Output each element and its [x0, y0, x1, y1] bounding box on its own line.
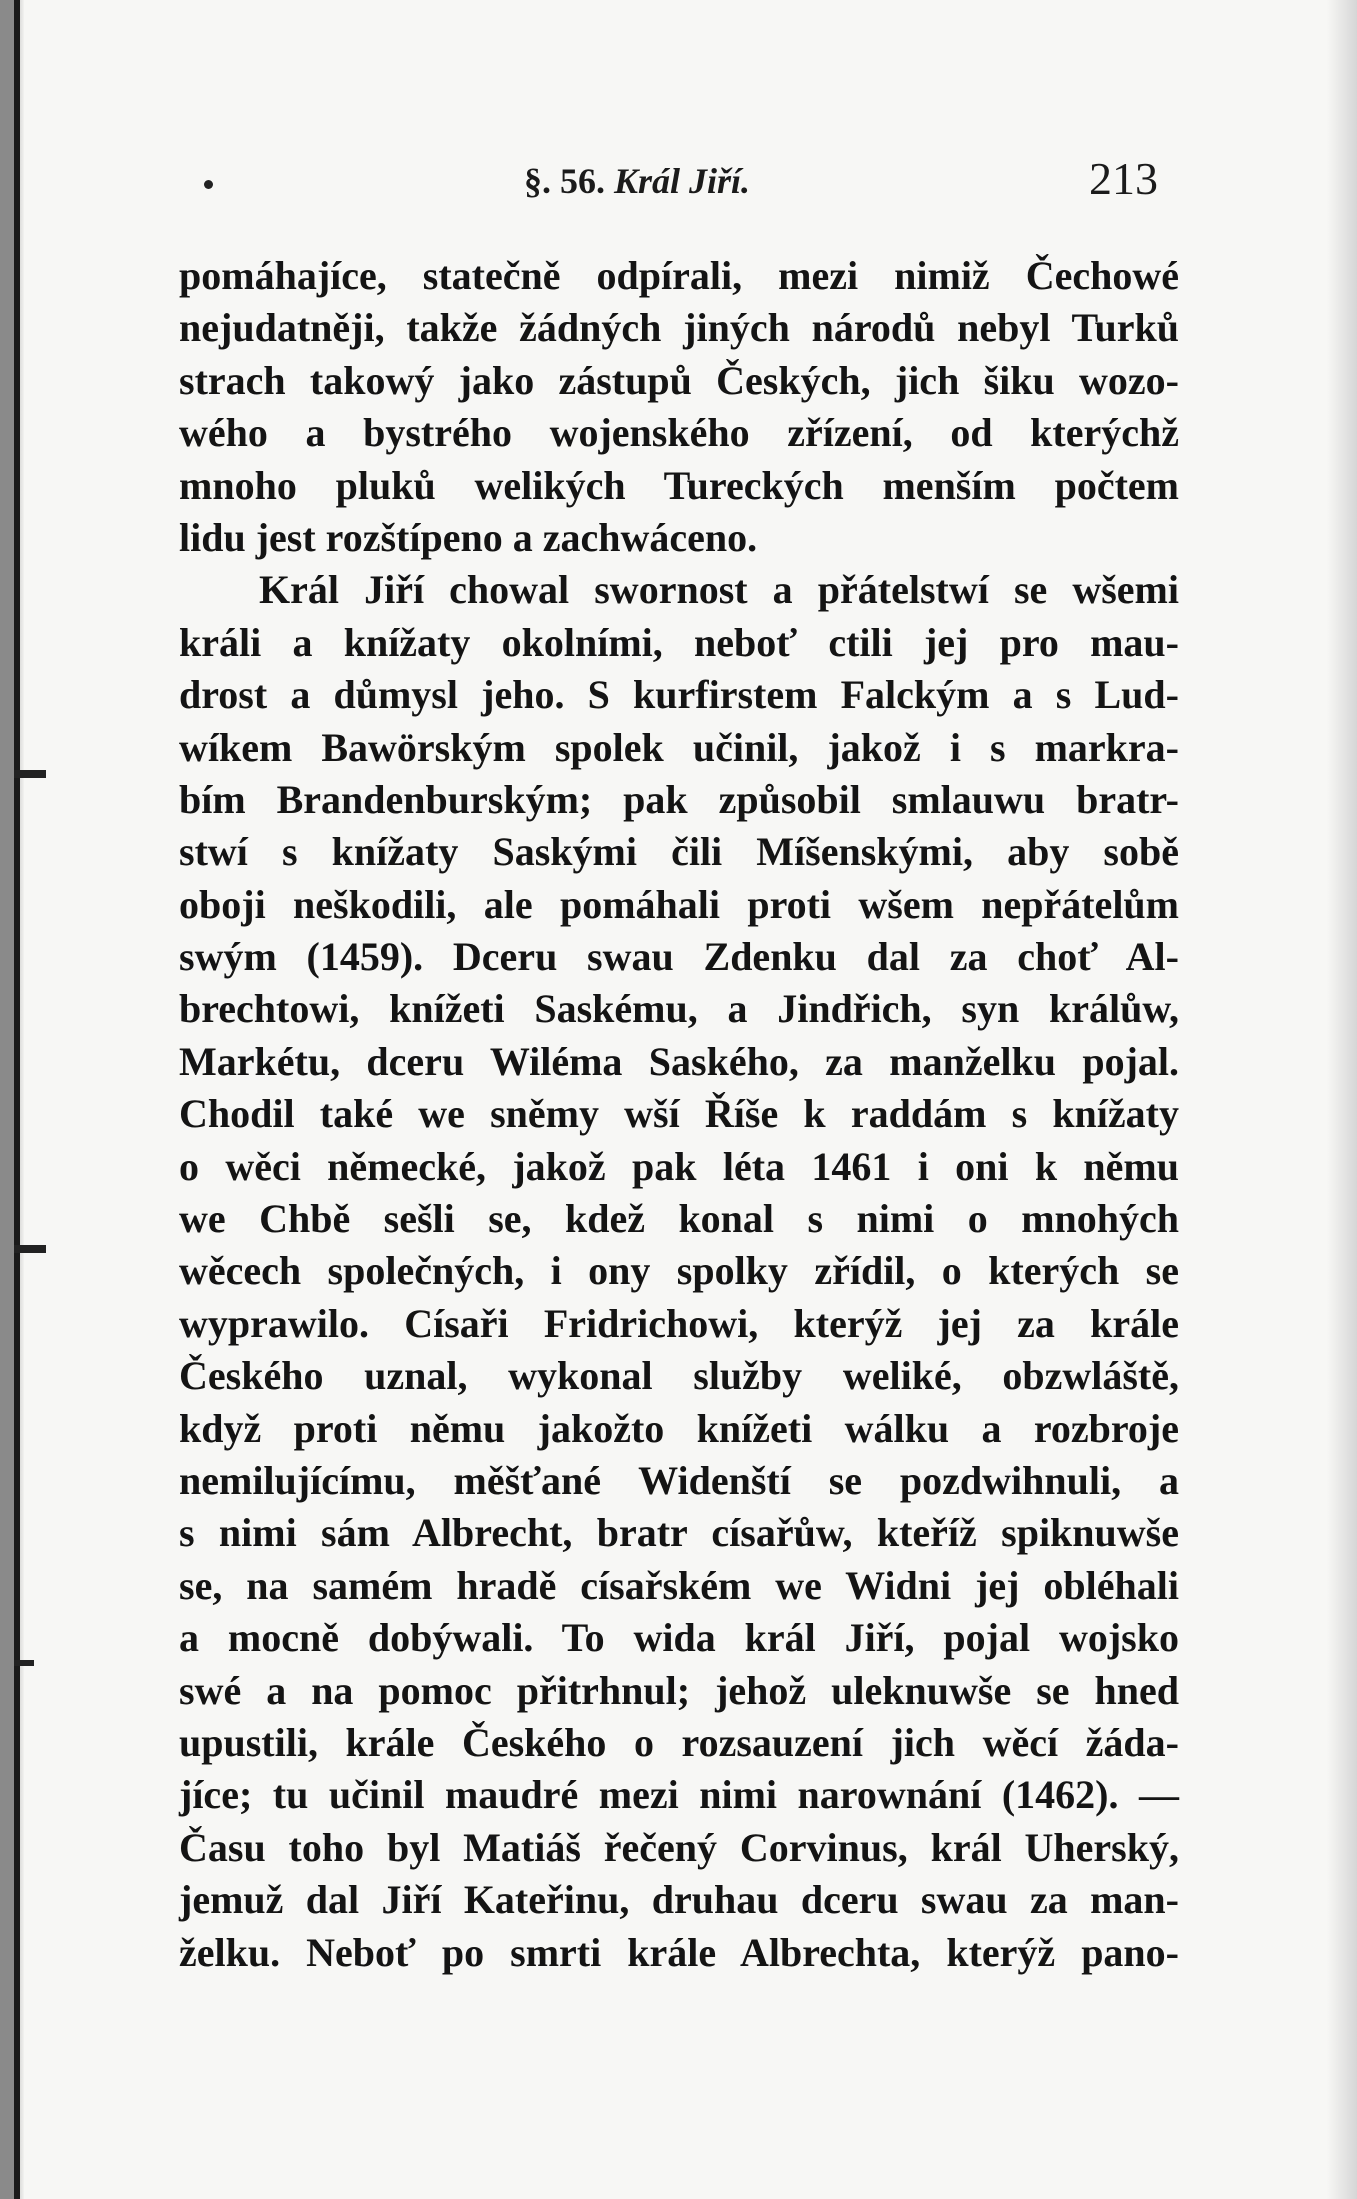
running-title	[524, 160, 750, 202]
running-header	[14, 150, 1357, 220]
edge-mark	[14, 1660, 34, 1666]
text-line: a mocně dobýwali. To wida král Jiří, pojal wojsko	[179, 1615, 1179, 1661]
text-line: pomáhajíce, statečně odpírali, mezi nimiž Čechowé	[179, 253, 1179, 298]
text-line: oboji neškodili, ale pomáhali proti wšem nepřátelům	[179, 881, 1179, 927]
text-line: we Chbě sešli se, kdež konal s nimi o mnohých	[179, 1196, 1179, 1242]
text-line: swým (1459). Dceru swau Zdenku dal za choť Al-	[179, 934, 1179, 980]
text-line: lidu jest rozštípeno a zachwáceno.	[179, 514, 758, 560]
text-line: když proti němu jakožto knížeti wálku a rozbroje	[179, 1405, 1179, 1451]
text-line: bím Brandenburským; pak způsobil smlauwu bratr-	[179, 776, 1179, 822]
text-line: se, na samém hradě císařském we Widni jej obléhali	[179, 1562, 1179, 1608]
edge-mark	[14, 770, 46, 778]
text-line: stwí s knížaty Saskými čili Míšenskými, aby sobě	[179, 829, 1179, 875]
section-number: §. 56.	[524, 161, 605, 201]
page-number: 213	[1089, 153, 1158, 204]
page-edge-line	[14, 0, 20, 2199]
text-line: Českého uznal, wykonal služby weliké, obzwláště,	[179, 1353, 1179, 1399]
bullet-mark	[204, 180, 213, 189]
text-line: drost a důmysl jeho. S kurfirstem Falckým a s Lud-	[179, 672, 1179, 718]
text-line: swé a na pomoc přitrhnul; jehož uleknuwše se hned	[179, 1667, 1179, 1713]
text-line: nemilujícímu, měšťané Widenští se pozdwihnuli, a	[179, 1457, 1179, 1503]
text-line: Chodil také we sněmy wší Říše k raddám s knížaty	[179, 1091, 1179, 1137]
text-line: brechtowi, knížeti Saskému, a Jindřich, syn králůw,	[179, 986, 1179, 1032]
text-line: želku. Neboť po smrti krále Albrechta, kterýž pano-	[179, 1929, 1179, 1975]
text-line: mnoho pluků welikých Tureckých menším počtem	[179, 462, 1179, 508]
text-line: wého a bystrého wojenského zřízení, od kterýchž	[179, 410, 1179, 456]
text-line: o wěci německé, jakož pak léta 1461 i oni k němu	[179, 1143, 1179, 1189]
text-line: jíce; tu učinil maudré mezi nimi narownání (1462). —	[179, 1772, 1179, 1818]
text-line: jemuž dal Jiří Kateřinu, druhau dceru swau za man-	[179, 1877, 1179, 1923]
text-line: strach takowý jako zástupů Českých, jich šiku wozo-	[179, 357, 1179, 403]
text-line: wíkem Bawörským spolek učinil, jakož i s markra-	[179, 724, 1179, 770]
text-line: upustili, krále Českého o rozsauzení jich wěcí žáda-	[179, 1719, 1179, 1765]
text-line: wěcech společných, i ony spolky zřídil, o kterých se	[179, 1248, 1179, 1294]
text-line: Markétu, dceru Wiléma Saského, za manželku pojal.	[179, 1038, 1179, 1084]
text-line: Času toho byl Matiáš řečený Corvinus, král Uherský,	[179, 1824, 1179, 1870]
text-line: králi a knížaty okolními, neboť ctili jej pro mau-	[179, 619, 1179, 665]
text-line: s nimi sám Albrecht, bratr císařůw, kteříž spiknuwše	[179, 1510, 1179, 1556]
text-line: wyprawilo. Císaři Fridrichowi, kterýž jej za krále	[179, 1300, 1179, 1346]
edge-mark	[14, 1245, 46, 1253]
text-line: nejudatněji, takže žádných jiných národů nebyl Turků	[179, 305, 1179, 351]
text-line: Král Jiří chowal swornost a přátelstwí se wšemi	[259, 567, 1179, 613]
book-page	[14, 0, 1357, 2199]
chapter-title: Král Jiří.	[614, 161, 751, 201]
body-text	[179, 250, 1179, 1979]
